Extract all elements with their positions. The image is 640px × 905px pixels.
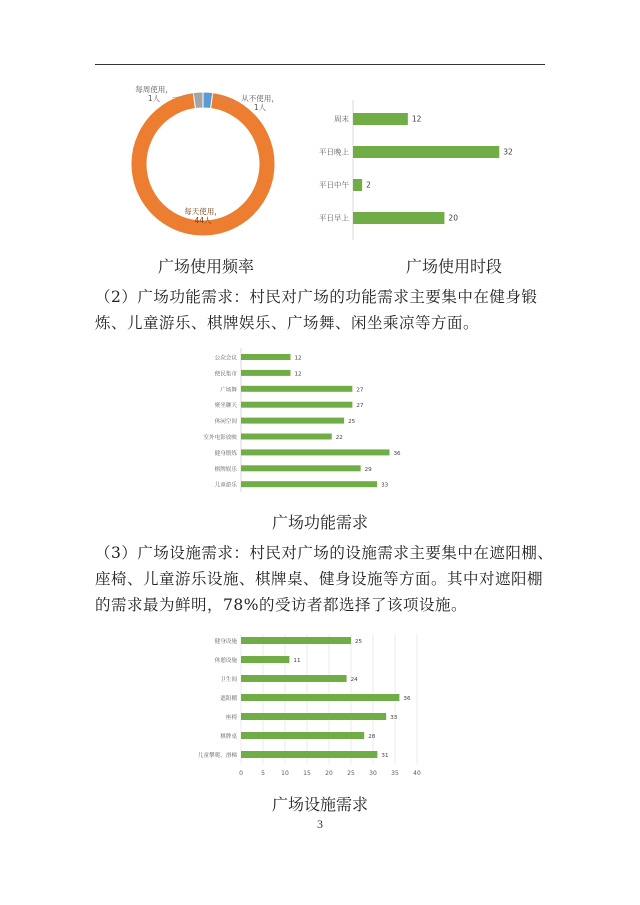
x-tick-label: 40 — [413, 770, 421, 777]
bar-category-label: 便民集市 — [214, 371, 237, 378]
bar-value-label: 32 — [503, 147, 513, 157]
bar-value-label: 24 — [350, 677, 358, 683]
bar-value-label: 2 — [366, 180, 371, 190]
paragraph-facility-needs: （3）广场设施需求：村民对广场的设施需求主要集中在遮阳棚、座椅、儿童游乐设施、棋牌桌、健身设施等方面。其中对遮阳棚的需求最为鲜明，78%的受访者都选择了该项设施。 — [95, 544, 554, 614]
bar-category-label: 平日早上 — [319, 213, 349, 223]
bar-value-label: 12 — [294, 371, 302, 378]
header-rule — [95, 64, 545, 65]
x-tick-label: 35 — [391, 770, 399, 777]
bar-category-label: 平日中午 — [319, 180, 349, 190]
bar-value-label: 12 — [294, 355, 302, 362]
x-tick-label: 5 — [261, 770, 265, 777]
bar-category-label: 聚坐聊天 — [214, 403, 237, 410]
bar-value-label: 27 — [356, 403, 364, 410]
bar — [353, 179, 362, 191]
bar-category-label: 健身设施 — [214, 639, 237, 645]
caption-function-needs: 广场功能需求 — [272, 513, 369, 532]
bar — [241, 713, 386, 720]
x-tick-label: 25 — [347, 770, 355, 777]
donut-label: 每周使用， — [135, 85, 173, 94]
bar — [241, 449, 390, 455]
bar-category-label: 棋牌桌 — [220, 734, 237, 740]
bar-category-label: 周末 — [334, 114, 349, 124]
bar — [353, 212, 444, 224]
page-number: 3 — [317, 817, 323, 831]
x-tick-label: 20 — [325, 770, 333, 777]
bar — [241, 637, 351, 644]
bar — [353, 113, 408, 125]
bar — [241, 481, 377, 487]
bar — [241, 402, 352, 408]
bar-value-label: 33 — [381, 482, 389, 489]
donut-label: 每天使用， — [184, 207, 222, 216]
bar — [241, 418, 344, 424]
donut-label-count: 1人 — [147, 94, 161, 103]
bar-value-label: 11 — [293, 658, 301, 664]
x-tick-label: 15 — [303, 770, 311, 777]
x-tick-label: 0 — [239, 770, 243, 777]
x-tick-label: 30 — [369, 770, 377, 777]
bar — [241, 434, 332, 440]
bar-category-label: 儿童攀爬、滑梯 — [197, 753, 237, 759]
paragraph-function-needs: （2）广场功能需求：村民对广场的功能需求主要集中在健身锻炼、儿童游乐、棋牌娱乐、广场舞、闲坐乘凉等方面。 — [95, 288, 538, 332]
bar-value-label: 36 — [393, 450, 401, 457]
bar-category-label: 广场舞 — [220, 387, 237, 394]
bar-category-label: 儿童游乐 — [214, 482, 237, 489]
bar-value-label: 25 — [355, 639, 363, 645]
function-needs-bar-chart — [180, 346, 450, 496]
x-tick-label: 10 — [281, 770, 289, 777]
facility-needs-bar-chart — [180, 630, 460, 780]
bar-value-label: 12 — [411, 114, 422, 124]
usage-frequency-donut-chart — [110, 82, 300, 242]
bar-category-label: 座椅 — [225, 715, 237, 721]
bar-category-label: 平日晚上 — [319, 147, 349, 157]
bar-category-label: 室外电影放映 — [203, 435, 237, 441]
bar-category-label: 健身锻炼 — [214, 450, 237, 457]
bar-value-label: 20 — [448, 213, 458, 223]
bar-value-label: 29 — [364, 466, 372, 473]
bar — [241, 694, 399, 701]
bar-category-label: 休闲空间 — [214, 419, 237, 426]
bar — [241, 751, 377, 758]
bar-category-label: 卫生间 — [220, 677, 237, 683]
bar-value-label: 25 — [348, 419, 356, 426]
donut-label: 从不使用， — [241, 94, 279, 103]
donut-label-count: 44人 — [194, 216, 212, 225]
bar-value-label: 28 — [368, 734, 376, 740]
bar-category-label: 公众会议 — [214, 355, 237, 362]
caption-usage-time: 广场使用时段 — [406, 257, 503, 276]
bar — [353, 146, 499, 158]
bar — [241, 370, 291, 376]
bar — [241, 465, 361, 471]
bar — [241, 732, 364, 739]
usage-time-bar-chart — [300, 95, 530, 245]
caption-facility-needs: 广场设施需求 — [272, 795, 369, 814]
bar — [241, 656, 289, 663]
bar-value-label: 22 — [335, 435, 343, 441]
caption-usage-frequency: 广场使用频率 — [158, 257, 255, 276]
bar — [241, 386, 352, 392]
bar-value-label: 36 — [403, 696, 411, 702]
bar-value-label: 31 — [381, 753, 389, 759]
bar-category-label: 棋牌娱乐 — [214, 466, 237, 473]
donut-label-count: 1人 — [253, 103, 267, 112]
bar-value-label: 27 — [356, 387, 364, 394]
bar-value-label: 33 — [390, 715, 398, 721]
bar — [241, 354, 291, 360]
bar-category-label: 休憩设施 — [214, 658, 237, 664]
bar — [241, 675, 347, 682]
bar-category-label: 遮阳棚 — [220, 696, 237, 702]
